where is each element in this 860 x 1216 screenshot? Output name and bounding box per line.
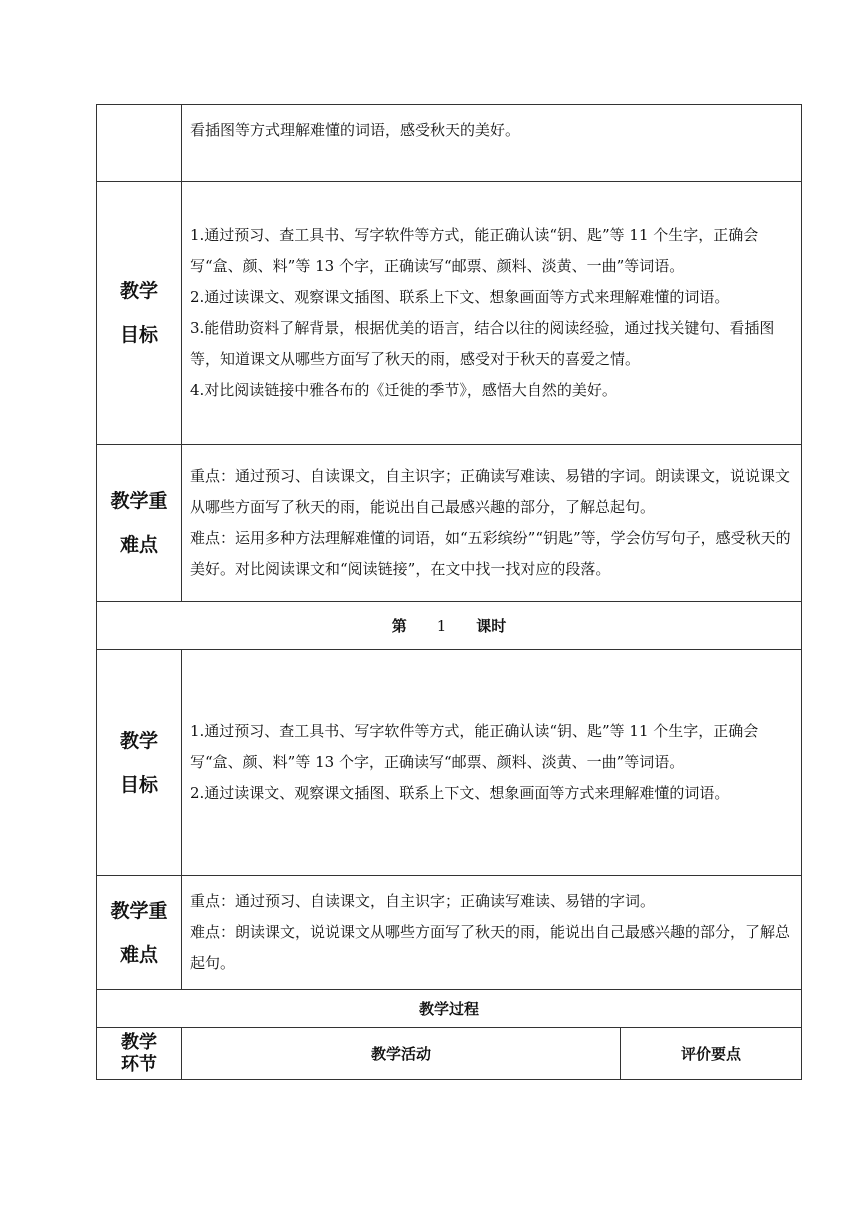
process-title: 教学过程 (97, 990, 802, 1028)
lesson-focus-label: 教学重 难点 (97, 876, 182, 990)
column-header-stage: 教学 环节 (97, 1028, 182, 1080)
unit-focus-row (97, 445, 802, 602)
lesson-header-row (97, 602, 802, 650)
lesson-header: 第 1 课时 (97, 602, 802, 650)
unit-focus-content (182, 445, 802, 602)
unit-goal-item: 1.通过预习、查工具书、写字软件等方式，能正确认读“钥、匙”等 11 个生字，正确会写“盒、颜、料”等 13 个字，正确读写“邮票、颜料、淡黄、一曲”等词语。 (190, 226, 759, 275)
lesson-focus-content (182, 876, 802, 990)
column-header-evaluation: 评价要点 (621, 1028, 802, 1080)
lesson-plan-table (96, 104, 802, 1080)
lesson-goals-content (182, 650, 802, 876)
unit-focus-item: 难点：运用多种方法理解难懂的词语，如“五彩缤纷”“钥匙”等，学会仿写句子，感受秋天的美好。对比阅读课文和“阅读链接”，在文中找一找对应的段落。 (190, 529, 791, 578)
unit-goal-item: 3.能借助资料了解背景，根据优美的语言，结合以往的阅读经验，通过找关键句、看插图等，知道课文从哪些方面写了秋天的雨，感受对于秋天的喜爱之情。 (190, 319, 775, 368)
unit-goals-label: 教学 目标 (97, 182, 182, 445)
lesson-goal-item: 1.通过预习、查工具书、写字软件等方式，能正确认读“钥、匙”等 11 个生字，正确会写“盒、颜、料”等 13 个字，正确读写“邮票、颜料、淡黄、一曲”等词语。 (190, 722, 759, 771)
lesson-goal-item: 2.通过读课文、观察课文插图、联系上下文、想象画面等方式来理解难懂的词语。 (190, 784, 730, 802)
continued-row (97, 105, 802, 182)
unit-focus-item: 重点：通过预习、自读课文，自主识字；正确读写难读、易错的字词。朗读课文，说说课文从哪些方面写了秋天的雨，能说出自己最感兴趣的部分，了解总起句。 (190, 467, 791, 516)
lesson-focus-item: 重点：通过预习、自读课文，自主识字；正确读写难读、易错的字词。 (190, 892, 656, 910)
lesson-goals-row (97, 650, 802, 876)
unit-goals-content (182, 182, 802, 445)
unit-focus-label: 教学重 难点 (97, 445, 182, 602)
unit-goal-item: 4.对比阅读链接中雅各布的《迁徙的季节》，感悟大自然的美好。 (190, 381, 617, 399)
process-column-header-row (97, 1028, 802, 1080)
lesson-focus-item: 难点：朗读课文，说说课文从哪些方面写了秋天的雨，能说出自己最感兴趣的部分，了解总起句。 (190, 923, 791, 972)
unit-goal-item: 2.通过读课文、观察课文插图、联系上下文、想象画面等方式来理解难懂的词语。 (190, 288, 730, 306)
lesson-focus-row (97, 876, 802, 990)
empty-label-cell (97, 105, 182, 182)
lesson-goals-label: 教学 目标 (97, 650, 182, 876)
process-title-row (97, 990, 802, 1028)
continued-text: 看插图等方式理解难懂的词语，感受秋天的美好。 (190, 121, 521, 139)
unit-goals-row (97, 182, 802, 445)
continued-text-cell (182, 105, 802, 182)
column-header-activity: 教学活动 (182, 1028, 621, 1080)
